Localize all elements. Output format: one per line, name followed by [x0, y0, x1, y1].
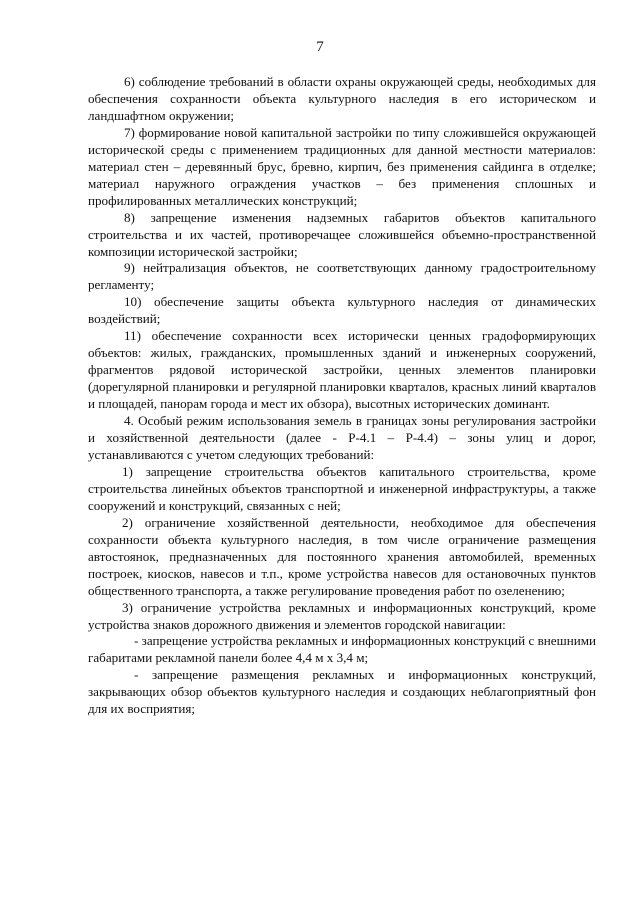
dash-item-panel-size: - запрещение устройства рекламных и информационных конструкций с внешними габаритами рекламной панели более 4,4 м х 3,4 м; [88, 633, 596, 666]
dash-item-view-obstruction: - запрещение размещения рекламных и информационных конструкций, закрывающих обзор объектов культурного наследия и создающих неблагоприятный фон для их восприятия; [88, 667, 596, 717]
subitem-2-paragraph: 2) ограничение хозяйственной деятельности, необходимое для обеспечения сохранности объекта культурного наследия, в том числе ограничение размещения автостоянок, предназначенных для постоянного хранения автомобилей, временных построек, киосков, навесов и т.п., кроме устройства навесов для остановочных пунктов общественного транспорта, а также регулирование проведения работ по озеленению; [88, 514, 596, 598]
subitem-3-paragraph: 3) ограничение устройства рекламных и информационных конструкций, кроме устройства знаков дорожного движения и элементов городской навигации: [88, 599, 596, 632]
paragraph-item-7: 7) формирование новой капитальной застройки по типу сложившейся окружающей исторической среды с применением традиционных для данной местности материалов: материал стен – деревянный брус, бревно, кирпич, без применения сайдинга в отделке; материал наружного ограждения участков – без применения сплошных и профилированных металлических конструкций; [88, 124, 596, 208]
section-4-paragraph: 4. Особый режим использования земель в границах зоны регулирования застройки и хозяйственной деятельности (далее - Р-4.1 – Р-4.4) – зоны улиц и дорог, устанавливаются с учетом следующих требований: [88, 413, 596, 462]
document-body [88, 74, 596, 718]
page-number: 7 [316, 39, 324, 55]
paragraph-item-8: 8) запрещение изменения надземных габаритов объектов капитального строительства и их частей, противоречащее сложившейся объемно-пространственной композиции исторической застройки; [88, 209, 596, 259]
subitem-1-paragraph: 1) запрещение строительства объектов капитального строительства, кроме строительства линейных объектов транспортной и инженерной инфраструктуры, а также сооружений и конструкций, связанных с ней; [88, 463, 596, 513]
paragraph-item-9: 9) нейтрализация объектов, не соответствующих данному градостроительному регламенту; [88, 260, 596, 293]
paragraph-item-11: 11) обеспечение сохранности всех исторически ценных градоформирующих объектов: жилых, гражданских, промышленных зданий и инженерных сооружений, фрагментов рядовой исторической застройки, ценных элементов планировки (дорегулярной планировки и регулярной планировки кварталов, красных линий кварталов и площадей, панорам города и мест их обзора), высотных исторических доминант. [88, 328, 596, 412]
paragraph-item-10: 10) обеспечение защиты объекта культурного наследия от динамических воздействий; [88, 294, 596, 327]
paragraph-item-6: 6) соблюдение требований в области охраны окружающей среды, необходимых для обеспечения сохранности объекта культурного наследия в его историческом и ландшафтном окружении; [88, 74, 596, 123]
